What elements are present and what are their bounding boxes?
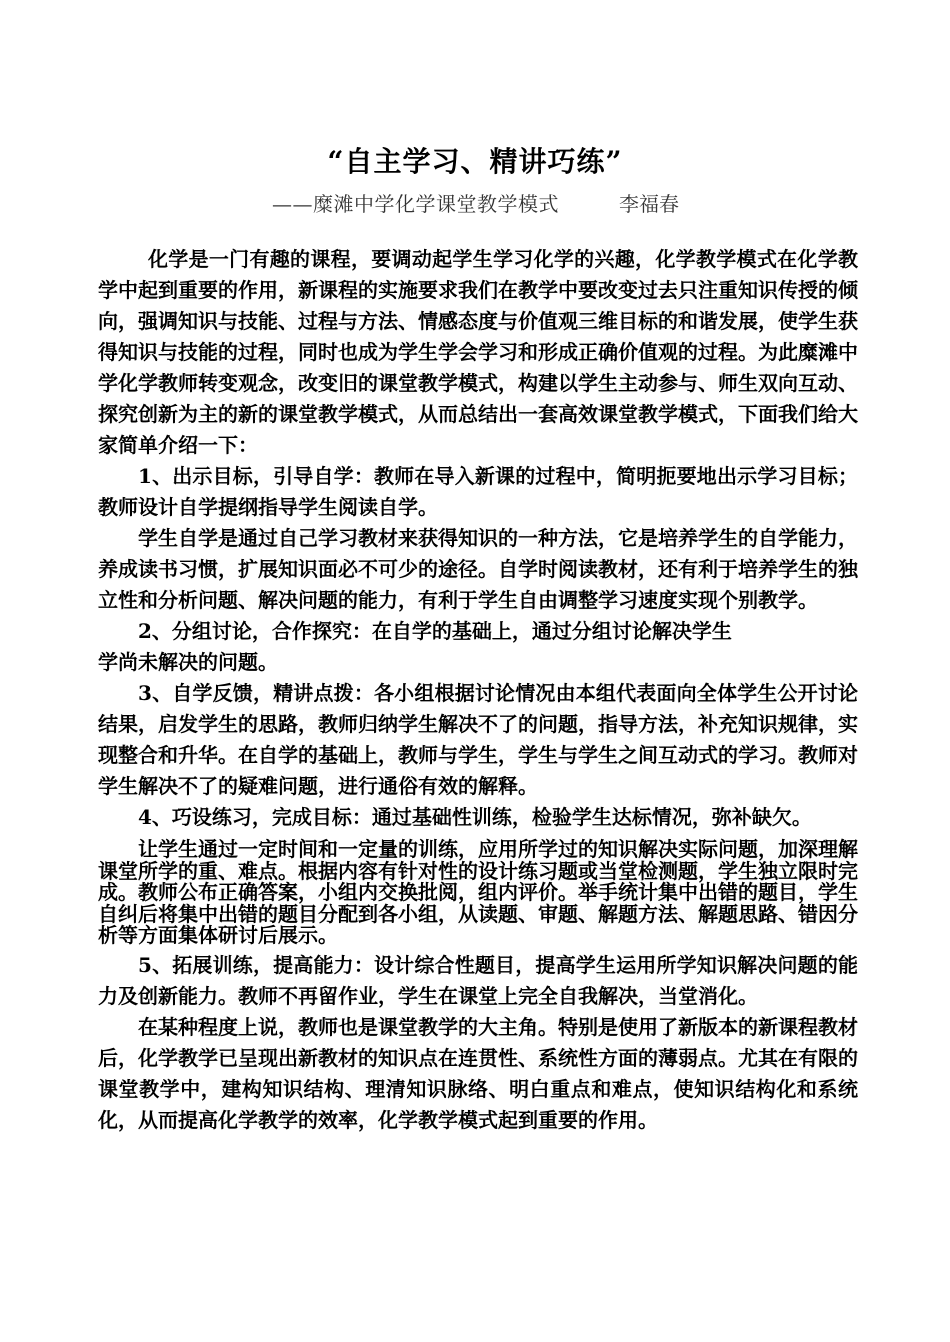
paragraph-step-2-continued: 学尚未解决的问题。 — [98, 650, 278, 674]
subtitle-line — [272, 188, 679, 217]
paragraph-step-2: 2、分组讨论，合作探究：在自学的基础上，通过分组讨论解决学生 — [138, 619, 732, 643]
paragraph-conclusion: 在某种程度上说，教师也是课堂教学的大主角。特别是使用了新版本的新课程教材后，化学教学已呈现出新教材的知识点在连贯性、系统性方面的薄弱点。尤其在有限的课堂教学中，建构知识结构、理清知识脉络、明白重点和难点，使知识结构化和系统化，从而提高化学教学的效率，化学教学模式起到重要的作用。 — [98, 1014, 858, 1132]
paragraph-self-study: 学生自学是通过自己学习教材来获得知识的一种方法，它是培养学生的自学能力，养成读书习惯，扩展知识面必不可少的途径。自学时阅读教材，还有利于培养学生的独立性和分析问题、解决问题的能力，有利于学生自由调整学习速度实现个别教学。 — [98, 526, 858, 612]
document-body — [98, 244, 858, 1136]
document-title: “自主学习、精讲巧练” — [327, 145, 623, 178]
paragraph-step-3: 3、自学反馈，精讲点拨：各小组根据讨论情况由本组代表面向全体学生公开讨论结果，启发学生的思路，教师归纳学生解决不了的问题，指导方法，补充知识规律，实现整合和升华。在自学的基础上，教师与学生，学生与学生之间互动式的学习。教师对学生解决不了的疑难问题，进行通俗有效的解释。 — [98, 681, 858, 798]
paragraph-step-4: 4、巧设练习，完成目标：通过基础性训练，检验学生达标情况，弥补缺欠。 — [138, 805, 812, 829]
document-subtitle: ——糜滩中学化学课堂教学模式 — [272, 192, 559, 216]
paragraph-step-5: 5、拓展训练，提高能力：设计综合性题目，提高学生运用所学知识解决问题的能力及创新能力。教师不再留作业，学生在课堂上完全自我解决，当堂消化。 — [98, 952, 858, 1008]
document-author: 李福春 — [619, 192, 679, 216]
paragraph-practice: 让学生通过一定时间和一定量的训练，应用所学过的知识解决实际问题，加深理解课堂所学的重、难点。根据内容有针对性的设计练习题或当堂检测题，学生独立限时完成。教师公布正确答案，小组内交换批阅，组内评价。举手统计集中出错的题目，学生自纠后将集中出错的题目分配到各小组，从读题、审题、解题方法、解题思路、错因分析等方面集体研讨后展示。 — [98, 837, 858, 947]
paragraph-intro: 化学是一门有趣的课程，要调动起学生学习化学的兴趣，化学教学模式在化学教学中起到重要的作用，新课程的实施要求我们在教学中要改变过去只注重知识传授的倾向，强调知识与技能、过程与方法、情感态度与价值观三维目标的和谐发展，使学生获得知识与技能的过程，同时也成为学生学会学习和形成正确价值观的过程。为此糜滩中学化学教师转变观念，改变旧的课堂教学模式，构建以学生主动参与、师生双向互动、探究创新为主的新的课堂教学模式，从而总结出一套高效课堂教学模式，下面我们给大家简单介绍一下： — [98, 247, 858, 457]
paragraph-step-1: 1、出示目标，引导自学：教师在导入新课的过程中，简明扼要地出示学习目标；教师设计自学提纲指导学生阅读自学。 — [98, 464, 858, 519]
